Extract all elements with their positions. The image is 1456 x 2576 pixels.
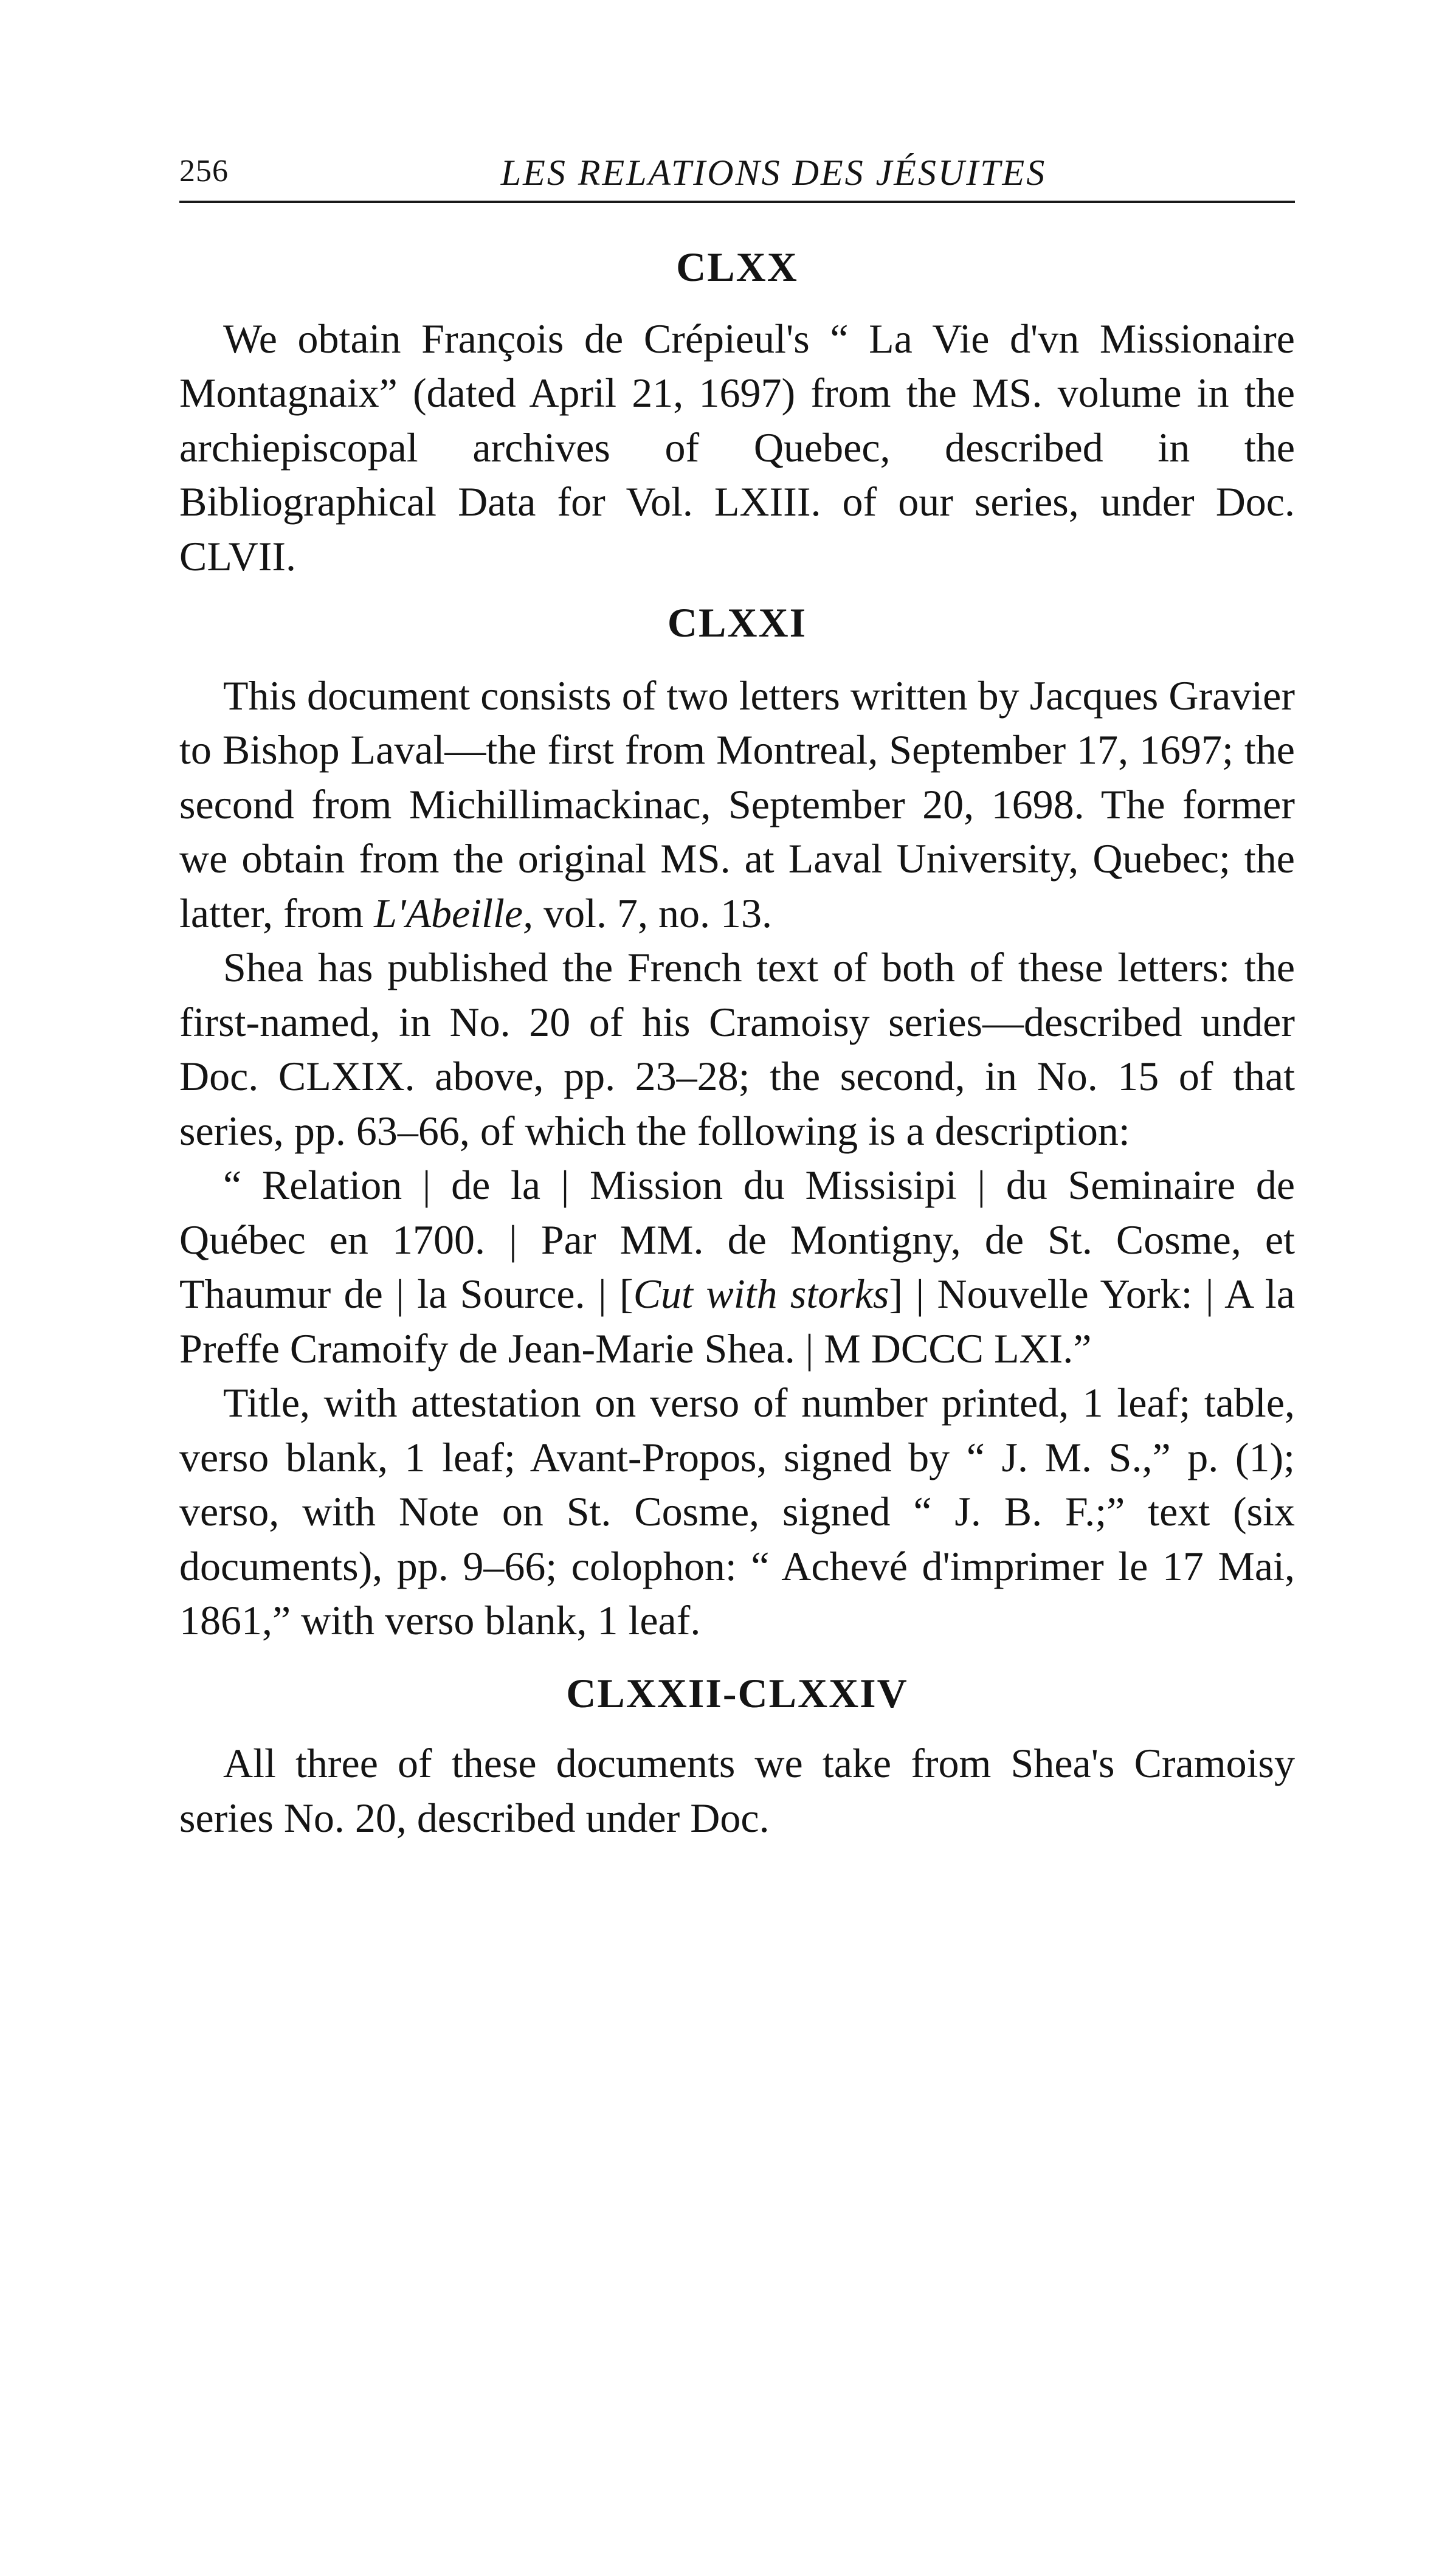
page-body: [179, 240, 1295, 1845]
paragraph: Title, with attestation on verso of number printed, 1 leaf; table, verso blank, 1 leaf; Avant-Propos, signed by “ J. M. S.,” p. (1); verso, with Note on St. Cosme, signed “ J. B. F.;” text (six documents), pp. 9–66; colophon: “ Achevé d'imprimer le 17 Mai, 1861,” with verso blank, 1 leaf.: [179, 1380, 1295, 1643]
italic-title: L'Abeille,: [374, 889, 534, 936]
section-heading-clxxii-clxxiv: CLXXII-CLXXIV: [566, 1670, 908, 1716]
paragraph-text: This document consists of two letters written by Jacques Gravier to Bishop Laval—the first from Montreal, September 17, 1697; the second from Michillimackinac, September 20, 1698. The former we obtain from the original MS. at Laval University, Quebec; the latter, from: [179, 672, 1295, 936]
paragraph-text: “ Relation | de la | Mission du Missisipi | du Seminaire de Québec en 1700. | Par MM. de Montigny, de St. Cosme, et Thaumur de | la Source. | [: [179, 1162, 1295, 1317]
paragraph-text: vol. 7, no. 13.: [533, 889, 773, 936]
section-heading-clxx: CLXX: [676, 244, 798, 290]
paragraph: We obtain François de Crépieul's “ La Vie d'vn Missionaire Montagnaix” (dated April 21, 1697) from the MS. volume in the archiepiscopal archives of Quebec, described in the Bibliographical Data for Vol. LXIII. of our series, under Doc. CLVII.: [179, 315, 1295, 579]
paragraph: [179, 669, 1295, 941]
page-number: 256: [179, 154, 229, 188]
running-title: LES RELATIONS DES JÉSUITES: [500, 153, 1047, 193]
bibliographic-quote: [179, 1158, 1295, 1376]
paragraph: Shea has published the French text of both of these letters: the first-named, in No. 20 of his Cramoisy series—described under Doc. CLXIX. above, pp. 23–28; the second, in No. 15 of that series, pp. 63–66, of which the following is a description:: [179, 944, 1295, 1154]
running-head: [179, 152, 1295, 203]
italic-note: Cut with storks: [633, 1271, 889, 1317]
paragraph: All three of these documents we take from Shea's Cramoisy series No. 20, described under Doc.: [179, 1740, 1295, 1841]
section-heading-clxxi: CLXXI: [667, 599, 807, 646]
paragraph-text: ] | Nouvelle York: | A la Preffe Cramoify de Jean-Marie Shea. | M DCCC LXI.”: [179, 1271, 1295, 1372]
